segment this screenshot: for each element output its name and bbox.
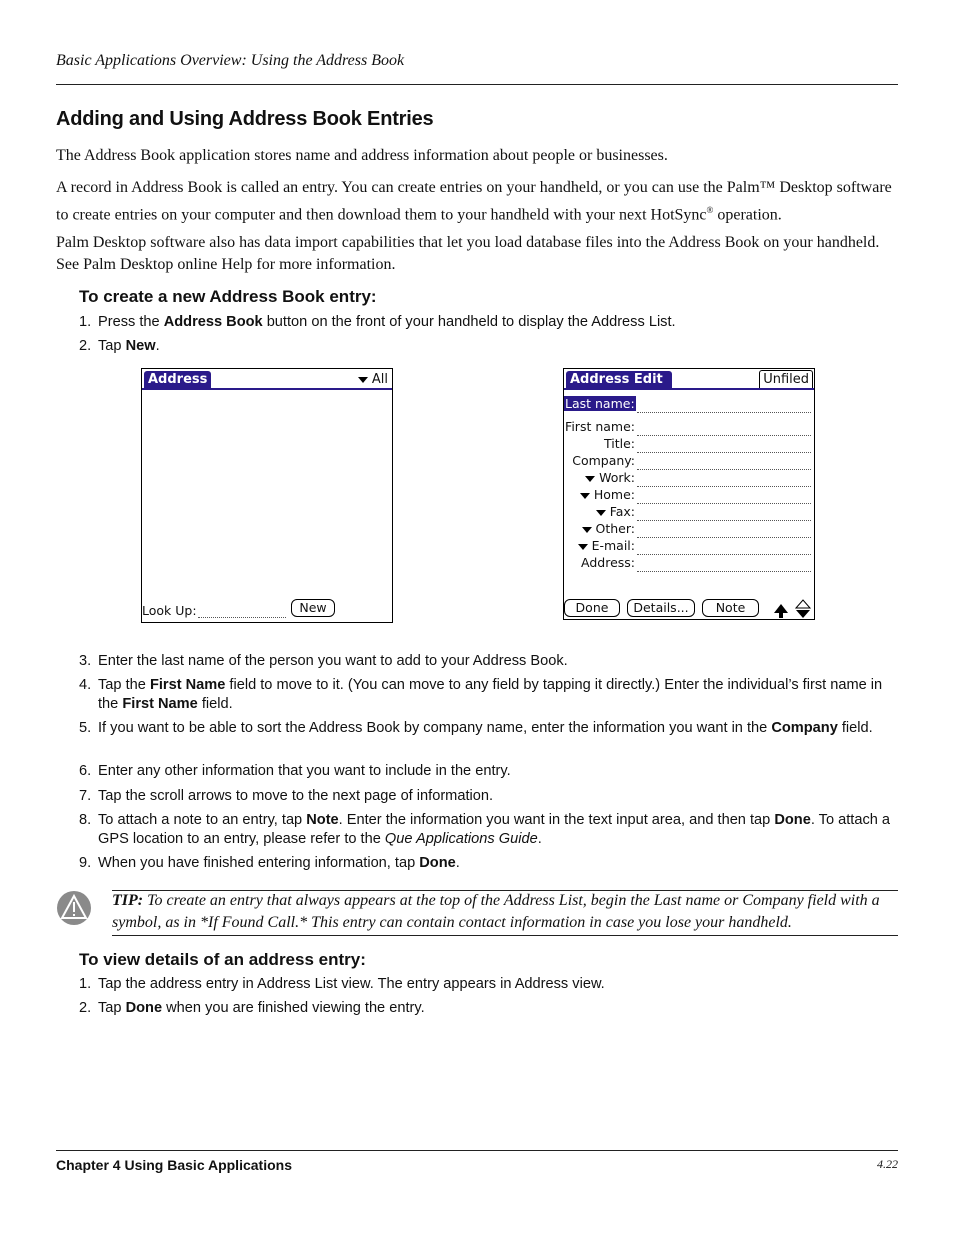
step-4 <box>79 676 894 714</box>
lookup-field[interactable] <box>198 617 286 618</box>
step-text: Enter the last name of the person you want to add to your Address Book. <box>98 653 568 669</box>
step-7 <box>79 787 894 806</box>
done-button[interactable]: Done <box>564 599 620 617</box>
intro-paragraph-2 <box>56 177 896 226</box>
address-list-screen <box>141 368 393 623</box>
step-number: 2. <box>79 338 92 354</box>
step-number: 3. <box>79 653 92 669</box>
category-label: All <box>371 372 388 387</box>
address-list-title: Address <box>144 371 211 388</box>
p2-text-b: operation. <box>713 206 782 224</box>
step-text: Tap Done when you are finished viewing the entry. <box>98 1000 425 1016</box>
category-tab[interactable]: Unfiled <box>759 370 813 388</box>
field-input-line[interactable] <box>637 503 811 504</box>
field-label-text: Other: <box>595 521 635 536</box>
address-edit-screen <box>563 368 815 620</box>
p2-text-a: A record in Address Book is called an entry. You can create entries on your handheld, or you can use the Palm™ Desktop software to create entries on your computer and then download them to your handheld with your next HotSync <box>56 179 892 224</box>
step-text: Tap the address entry in Address List view. The entry appears in Address view. <box>98 976 605 992</box>
scroll-arrows-icon[interactable] <box>772 599 812 619</box>
field-label-text: First name: <box>565 419 635 434</box>
view-step-2 <box>79 999 894 1018</box>
warning-icon <box>56 890 92 926</box>
step-6 <box>79 762 894 781</box>
step-1 <box>79 313 894 332</box>
registered-mark: ® <box>706 205 714 215</box>
section-heading: Adding and Using Address Book Entries <box>56 108 434 130</box>
field-label[interactable] <box>578 538 635 553</box>
step-number: 1. <box>79 314 92 330</box>
field-label-text: E-mail: <box>591 538 635 553</box>
step-2 <box>79 337 894 356</box>
step-text: Tap the First Name field to move to it. (You can move to any field by tapping it directly.) Enter the individual’s first name in the First Name field. <box>98 677 883 712</box>
field-label-text: Company: <box>572 453 635 468</box>
field-input-line[interactable] <box>637 452 811 453</box>
note-button[interactable]: Note <box>702 599 759 617</box>
step-number: 7. <box>79 788 92 804</box>
step-number: 1. <box>79 976 92 992</box>
footer-rule <box>56 1150 898 1151</box>
field-input-line[interactable] <box>637 412 811 413</box>
address-edit-title: Address Edit <box>566 371 672 388</box>
step-number: 6. <box>79 763 92 779</box>
tip-body: To create an entry that always appears at the top of the Address List, begin the Last name or Company field with a symbol, as in *If Found Call.* This entry can contain contact information in case you lose your handheld. <box>112 892 880 931</box>
field-input-line[interactable] <box>637 469 811 470</box>
step-text: Press the Address Book button on the front of your handheld to display the Address List. <box>98 314 676 330</box>
details-button[interactable]: Details... <box>627 599 695 617</box>
step-5 <box>79 719 894 738</box>
step-number: 8. <box>79 812 92 828</box>
field-label[interactable] <box>580 487 635 502</box>
dropdown-arrow-icon <box>358 377 368 383</box>
field-input-line[interactable] <box>637 520 811 521</box>
page-number: 4.22 <box>877 1157 898 1171</box>
field-label-text: Work: <box>599 470 635 485</box>
intro-paragraph-1: The Address Book application stores name and address information about people or businesses. <box>56 147 668 164</box>
tip-text <box>112 890 892 934</box>
step-8 <box>79 811 894 849</box>
step-number: 5. <box>79 720 92 736</box>
category-picker[interactable] <box>358 371 388 388</box>
step-text: To attach a note to an entry, tap Note. Enter the information you want in the text input area, and then tap Done. To attach a GPS location to an entry, please refer to the Que Applications Guide. <box>98 812 891 847</box>
new-button[interactable]: New <box>291 599 335 617</box>
field-label <box>581 555 635 570</box>
tip-bottom-rule <box>112 935 898 936</box>
tip-label: TIP: <box>112 892 144 909</box>
header-rule <box>56 84 898 85</box>
field-label-text: Home: <box>593 487 635 502</box>
footer-chapter: Chapter 4 Using Basic Applications <box>56 1157 292 1173</box>
field-label <box>564 396 636 411</box>
field-input-line[interactable] <box>637 435 811 436</box>
running-head: Basic Applications Overview: Using the Address Book <box>56 52 405 69</box>
step-text: Enter any other information that you want to include in the entry. <box>98 763 511 779</box>
step-text: Tap the scroll arrows to move to the next page of information. <box>98 788 494 804</box>
field-input-line[interactable] <box>637 486 811 487</box>
dropdown-arrow-icon <box>578 544 588 550</box>
field-input-line[interactable] <box>637 571 811 572</box>
step-number: 9. <box>79 855 92 871</box>
field-label[interactable] <box>585 470 635 485</box>
create-entry-heading: To create a new Address Book entry: <box>79 287 377 306</box>
title-bar-line <box>564 388 814 390</box>
field-label-text: Fax: <box>609 504 635 519</box>
dropdown-arrow-icon <box>596 510 606 516</box>
lookup-label: Look Up: <box>142 603 197 618</box>
field-input-line[interactable] <box>637 554 811 555</box>
field-label <box>572 453 635 468</box>
intro-paragraph-3: Palm Desktop software also has data import capabilities that let you load database files into the Address Book on your handheld. See Palm Desktop online Help for more information. <box>56 234 880 273</box>
field-label-text: Last name: <box>565 396 635 411</box>
step-text: When you have finished entering information, tap Done. <box>98 855 460 871</box>
field-label[interactable] <box>582 521 635 536</box>
view-step-1 <box>79 975 894 994</box>
step-number: 2. <box>79 1000 92 1016</box>
field-label-text: Address: <box>581 555 635 570</box>
view-details-heading: To view details of an address entry: <box>79 950 366 969</box>
field-label-text: Title: <box>604 436 635 451</box>
dropdown-arrow-icon <box>580 493 590 499</box>
step-text: If you want to be able to sort the Address Book by company name, enter the information you want in the Company field. <box>98 720 873 736</box>
title-bar-line <box>142 388 392 390</box>
dropdown-arrow-icon <box>582 527 592 533</box>
field-input-line[interactable] <box>637 537 811 538</box>
step-number: 4. <box>79 677 92 693</box>
step-9 <box>79 854 894 873</box>
field-label <box>565 419 635 434</box>
dropdown-arrow-icon <box>585 476 595 482</box>
step-3 <box>79 652 894 671</box>
step-text: Tap New. <box>98 338 160 354</box>
field-label[interactable] <box>596 504 635 519</box>
field-label <box>604 436 635 451</box>
